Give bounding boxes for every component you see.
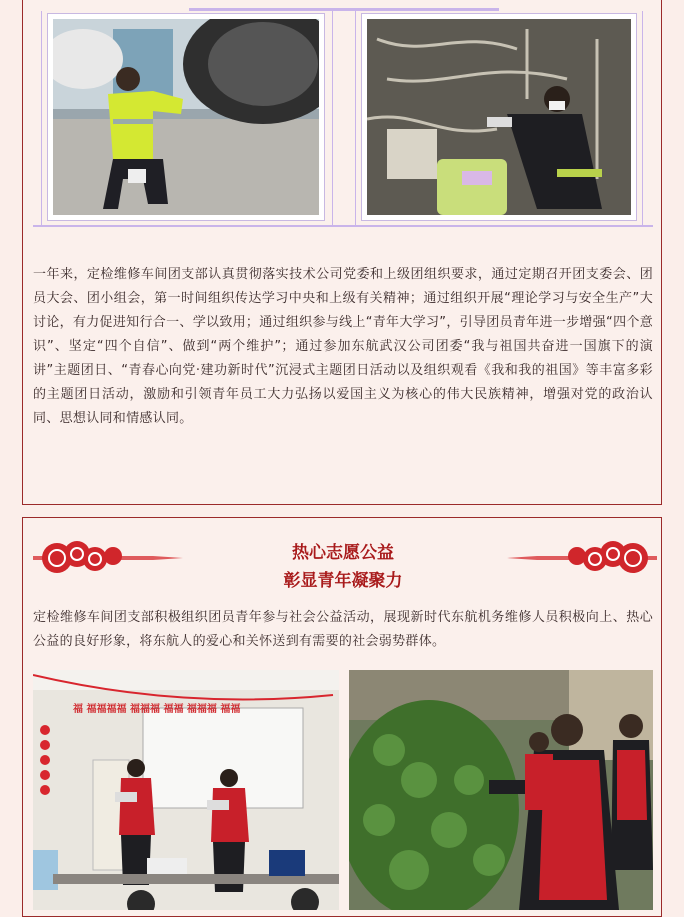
section1-paragraph: 一年来，定检维修车间团支部认真贯彻落实技术公司党委和上级团组织要求，通过定期召开团支委会、团员大会、团小组会，第一时间组织传达学习中央和上级有关精神；通过组织开展“理论学习与安全生产”大讨论，有力促进知行合一、学以致用；通过组织参与线上“青年大学习”，引导团员青年进一步增强“四个意识”、坚定“四个自信”、做到“两个维护”；通过参加东航武汉公司团委“我与祖国共奋进一国旗下的演讲”主题团日、“青春心向党·建功新时代”沉浸式主题团日活动以及组织观看《我和我的祖国》等丰富多彩的主题团日活动，激励和引领青年员工大力弘扬以爱国主义为核心的伟大民族精神，增强对党的政治认同、思想认同和情感认同。 bbox=[33, 267, 653, 426]
activity-card-1 bbox=[22, 0, 662, 505]
decor-vline-mid1 bbox=[332, 11, 333, 225]
photo-volunteer-planting bbox=[349, 670, 653, 910]
decor-line-bottom bbox=[33, 225, 653, 227]
activity-card-2 bbox=[22, 517, 662, 917]
decor-vline-mid2 bbox=[355, 11, 356, 225]
decor-vline-left bbox=[41, 11, 42, 225]
section2-paragraph: 定检维修车间团支部积极组织团员青年参与社会公益活动，展现新时代东航机务维修人员积极向上、热心公益的良好形象，将东航人的爱心和关怀送到有需要的社会弱势群体。 bbox=[33, 610, 653, 649]
decor-vline-right bbox=[642, 11, 643, 225]
photo-speech-event bbox=[33, 670, 339, 910]
photo-engine-accessories bbox=[361, 13, 637, 221]
photo-engine-inspection bbox=[47, 13, 325, 221]
section2-heading-line1: 热心志愿公益 bbox=[292, 543, 394, 563]
section2-heading-line2: 彰显青年凝聚力 bbox=[283, 571, 403, 591]
decor-line-top bbox=[189, 8, 499, 11]
fu-banner: 福 福福福福 福福福 福福 福福福 福福 bbox=[73, 704, 241, 715]
